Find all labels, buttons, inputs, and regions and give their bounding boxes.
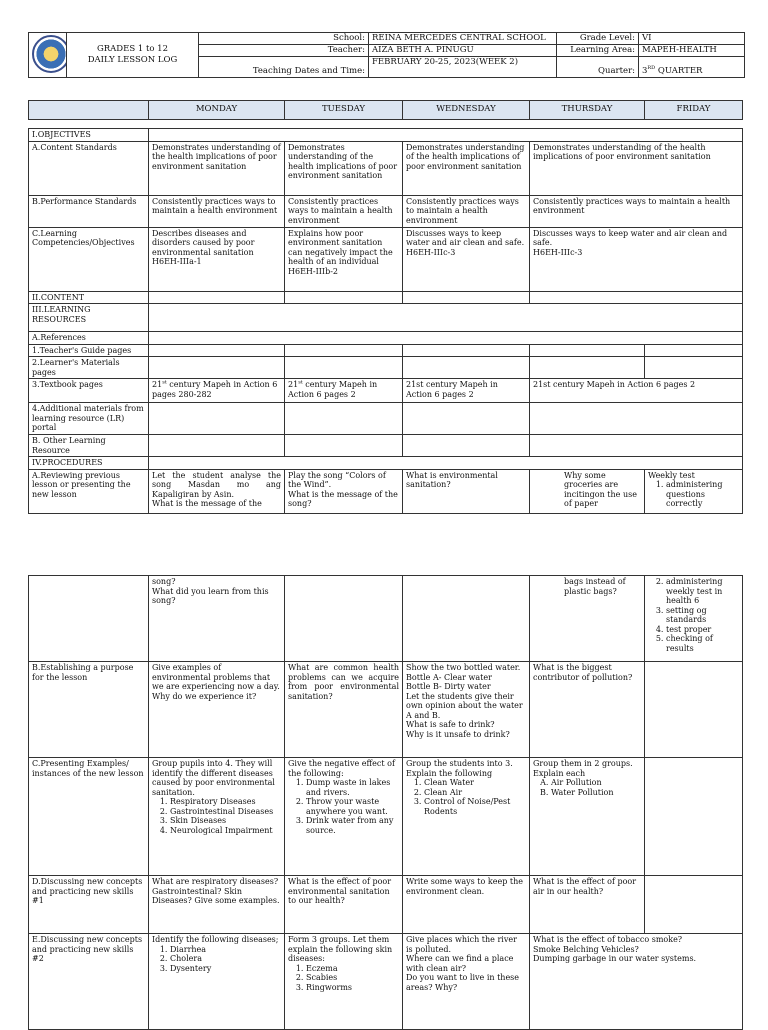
learning-resources-heading: III.LEARNING RESOURCES (29, 304, 149, 332)
blank (645, 344, 743, 357)
perf-wednesday: Consistently practices ways to maintain a health environment (403, 195, 530, 227)
lc-wednesday-code: H6EH-IIIc-3 (406, 247, 456, 257)
competencies-label: C.Learning Competencies/Objectives (29, 227, 149, 291)
lc-wednesday-text: Discusses ways to keep water and air clean and safe. (406, 228, 525, 247)
disc1-thursday: What is the effect of poor air in our health? (530, 876, 645, 934)
discussing-2-label: E.Discussing new concepts and practicing new skills #2 (29, 934, 149, 1030)
cont-monday (149, 576, 285, 662)
blank (149, 357, 285, 379)
present-thu-text: Group them in 2 groups. Explain each (533, 759, 633, 778)
blank (149, 332, 743, 345)
blank (530, 403, 743, 435)
disc2-thu-line: What is the effect of tobacco smoke? (533, 935, 683, 944)
review-fri-item: 1. administering questions correctly (666, 480, 739, 509)
review-friday (645, 469, 743, 513)
cont-mon-2: What did you learn from this song? (152, 586, 269, 605)
perf-tuesday: Consistently practices ways to maintain a health environment (285, 195, 403, 227)
present-wed-text2: Explain the following (406, 768, 493, 778)
disc2-mon-text: Identify the following diseases; (152, 935, 279, 944)
day-tuesday: TUESDAY (285, 101, 403, 120)
tb-thursday: 21st century Mapeh in Action 6 pages 2 (530, 379, 743, 403)
references-label: A.References (29, 332, 149, 345)
content-std-tuesday: Demonstrates understanding of the health implications of poor environment sanitation (285, 141, 403, 195)
disc2-wed-line: Where can we find a place with clean air? (406, 954, 514, 973)
blank (645, 876, 743, 934)
purpose-wed-line: Why is it unsafe to drink? (406, 729, 510, 739)
blank (149, 291, 285, 304)
quarter-word: QUARTER (655, 66, 703, 76)
present-tue-item: 3. Drink water from any source. (306, 816, 399, 835)
present-tuesday (285, 758, 403, 876)
deped-seal-icon (32, 35, 67, 73)
disc1-wednesday: Write some ways to keep the environment clean. (403, 876, 530, 934)
present-thu-item: B. Water Pollution (551, 788, 641, 798)
purpose-label: B.Establishing a purpose for the lesson (29, 662, 149, 758)
disc2-tue-item: 2. Scabies (306, 973, 399, 983)
title-line-1: GRADES 1 to 12 (96, 44, 169, 54)
present-wed-text: Group the students into 3. (406, 759, 513, 768)
review-tuesday (285, 469, 403, 513)
present-tue-item: 2. Throw your waste anywhere you want. (306, 797, 399, 816)
review-wednesday: What is environmental sanitation? (403, 469, 530, 513)
lc-monday-code: H6EH-IIIa-1 (152, 257, 202, 266)
cont-mon-1: song? (152, 577, 176, 586)
content-std-wednesday: Demonstrates understanding of the health implications of poor environment sanitation (403, 141, 530, 195)
blank (285, 344, 403, 357)
objectives-blank (149, 129, 743, 142)
review-mon-text: Let the student analyse the song Masdan mo ang Kapaligiran by Asin. (152, 470, 281, 499)
blank (403, 291, 530, 304)
title-line-2: DAILY LESSON LOG (87, 55, 178, 65)
lc-monday (149, 227, 285, 291)
tb-mon-text: century Mapeh in Action 6 pages 280-282 (152, 380, 278, 399)
other-resources-label: B. Other Learning Resource (29, 435, 149, 457)
present-wed-item: 2. Clean Air (424, 788, 526, 798)
school-seal (29, 33, 67, 78)
blank (285, 576, 403, 662)
grade-label: Grade Level: (557, 33, 639, 45)
purpose-wed-line: Show the two bottled water. (406, 663, 521, 672)
lc-tuesday-code: H6EH-IIIb-2 (288, 266, 338, 276)
tb-tue-sup: st (298, 379, 303, 386)
review-fri-title: Weekly test (648, 470, 695, 480)
fri-item: 2. administering weekly test in health 6 (666, 577, 739, 606)
school-label: School: (199, 33, 369, 45)
disc2-wed-line: Give places which the river is polluted. (406, 935, 517, 954)
blank (645, 357, 743, 379)
day-friday: FRIDAY (645, 101, 743, 120)
cont-thursday: bags instead of plastic bags? (530, 576, 645, 662)
blank (149, 435, 285, 457)
tb-tue-num: 21 (288, 380, 299, 389)
review-thursday: Why some groceries are incitingon the use of paper (530, 469, 645, 513)
present-tue-item: 1. Dump waste in lakes and rivers. (306, 778, 399, 797)
purpose-monday (149, 662, 285, 758)
disc2-thu-line: Smoke Belching Vehicles? (533, 944, 639, 954)
day-thursday: THURSDAY (530, 101, 645, 120)
perf-thursday: Consistently practices ways to maintain a health environment (530, 195, 743, 227)
disc2-tue-item: 1. Eczema (306, 964, 399, 974)
lesson-table-page1 (28, 128, 743, 514)
area-label: Learning Area: (557, 45, 639, 57)
fri-item: 5. checking of results (666, 634, 739, 653)
present-wed-item: 3. Control of Noise/Pest Rodents (424, 797, 526, 816)
additional-materials-label: 4.Additional materials from learning resource (LR) portal (29, 403, 149, 435)
quarter-value (639, 57, 745, 78)
present-mon-item: 3. Skin Diseases (170, 816, 281, 826)
school-value: REINA MERCEDES CENTRAL SCHOOL (369, 33, 557, 45)
quarter-label: Quarter: (557, 57, 639, 78)
review-tue-1: Play the song “Colors of the Wind”. (288, 470, 386, 489)
present-monday (149, 758, 285, 876)
review-mon-question: What is the message of the (152, 499, 262, 508)
purpose-mon-2: Why do we experience it? (152, 691, 257, 701)
blank (403, 403, 530, 435)
cont-friday (645, 576, 743, 662)
purpose-wed-line: What is safe to drink? (406, 720, 495, 729)
lc-monday-text: Describes diseases and disorders caused by poor environmental sanitation (152, 228, 255, 257)
tb-mon-num: 21 (152, 380, 163, 389)
disc2-thursday (530, 934, 743, 1030)
disc2-wed-line: Do you want to live in these areas? Why? (406, 973, 520, 992)
lc-tuesday (285, 227, 403, 291)
lc-tuesday-text: Explains how poor environment sanitation can negatively impact the health of an individual (288, 228, 393, 266)
purpose-wednesday (403, 662, 530, 758)
disc2-tuesday (285, 934, 403, 1030)
fri-item: 3. setting og standards (666, 606, 739, 625)
lc-thursday-code: H6EH-IIIc-3 (533, 247, 583, 257)
blank (403, 344, 530, 357)
tb-tuesday (285, 379, 403, 403)
present-wed-item: 1. Clean Water (424, 778, 526, 788)
tb-wednesday: 21st century Mapeh in Action 6 pages 2 (403, 379, 530, 403)
day-wednesday: WEDNESDAY (403, 101, 530, 120)
purpose-wed-line: Let the students give their own opinion about the water A and B. (406, 691, 523, 720)
lesson-table-page2 (28, 575, 743, 1030)
disc2-mon-item: 3. Dysentery (170, 964, 281, 974)
blank (645, 758, 743, 876)
blank (149, 403, 285, 435)
area-value: MAPEH-HEALTH (639, 45, 745, 57)
blank (403, 357, 530, 379)
blank (285, 403, 403, 435)
blank (403, 435, 530, 457)
present-mon-item: 1. Respiratory Diseases (170, 797, 281, 807)
quarter-suffix: RD (647, 65, 656, 72)
blank (285, 357, 403, 379)
day-monday: MONDAY (149, 101, 285, 120)
log-title (67, 33, 199, 78)
purpose-wed-line: Bottle B- Dirty water (406, 682, 491, 691)
lc-thursday-text: Discusses ways to keep water and air clean and safe. (533, 228, 728, 247)
purpose-mon-1: Give examples of environmental problems that we are experiencing now a day. (152, 663, 280, 691)
tb-monday (149, 379, 285, 403)
content-heading: II.CONTENT (29, 291, 149, 304)
disc1-monday: What are respiratory diseases? Gastrointestinal? Skin Diseases? Give some examples. (149, 876, 285, 934)
blank (530, 357, 645, 379)
disc2-tue-item: 3. Ringworms (306, 983, 399, 993)
blank (403, 576, 530, 662)
dates-value: FEBRUARY 20-25, 2023(WEEK 2) (369, 57, 557, 78)
perf-monday: Consistently practices ways to maintain a health environment (149, 195, 285, 227)
tb-mon-sup: st (162, 379, 167, 386)
presenting-label: C.Presenting Examples/ instances of the new lesson (29, 758, 149, 876)
present-thu-item: A. Air Pollution (551, 778, 641, 788)
discussing-1-label: D.Discussing new concepts and practicing new skills #1 (29, 876, 149, 934)
blank (530, 344, 645, 357)
blank (149, 304, 743, 332)
days-header (28, 100, 743, 120)
textbook-label: 3.Textbook pages (29, 379, 149, 403)
blank (149, 344, 285, 357)
review-monday (149, 469, 285, 513)
days-blank (29, 101, 149, 120)
learners-materials-label: 2.Learner's Materials pages (29, 357, 149, 379)
tb-tue-text: century Mapeh in Action 6 pages 2 (288, 380, 378, 399)
present-tue-text: Give the negative effect of the following: (288, 759, 395, 778)
blank (285, 291, 403, 304)
purpose-wed-line: Bottle A- Clear water (406, 672, 492, 682)
objectives-heading: I.OBJECTIVES (29, 129, 149, 142)
present-mon-item: 4. Neurological Impairment (170, 826, 281, 836)
blank (285, 435, 403, 457)
blank (530, 291, 743, 304)
reviewing-label: A.Reviewing previous lesson or presenting the new lesson (29, 469, 149, 513)
disc2-thu-line: Dumping garbage in our water systems. (533, 954, 697, 963)
quarter-number: 3 (642, 66, 648, 76)
teacher-label: Teacher: (199, 45, 369, 57)
header-table (28, 32, 745, 78)
teachers-guide-label: 1.Teacher's Guide pages (29, 344, 149, 357)
content-std-monday: Demonstrates understanding of the health implications of poor environment sanitation (149, 141, 285, 195)
purpose-thursday: What is the biggest contributor of pollution? (530, 662, 645, 758)
content-standards-label: A.Content Standards (29, 141, 149, 195)
disc2-tue-text: Form 3 groups. Let them explain the following skin diseases: (288, 935, 393, 963)
grade-value: VI (639, 33, 745, 45)
teacher-value: AIZA BETH A. PINUGU (369, 45, 557, 57)
blank (29, 576, 149, 662)
fri-item: 4. test proper (666, 625, 739, 635)
content-std-thursday: Demonstrates understanding of the health implications of poor environment sanitation (530, 141, 743, 195)
procedures-heading: IV.PROCEDURES (29, 457, 149, 470)
present-thursday (530, 758, 645, 876)
disc2-mon-item: 1. Diarrhea (170, 945, 281, 955)
present-wednesday (403, 758, 530, 876)
blank (645, 662, 743, 758)
performance-standards-label: B.Performance Standards (29, 195, 149, 227)
present-mon-item: 2. Gastrointestinal Diseases (170, 807, 281, 817)
blank (149, 457, 743, 470)
present-mon-text: Group pupils into 4. They will identify the different diseases caused by poor environmental sanitation. (152, 759, 275, 797)
review-tue-2: What is the message of the song? (288, 489, 398, 508)
disc2-wednesday (403, 934, 530, 1030)
disc2-mon-item: 2. Cholera (170, 954, 281, 964)
lc-wednesday (403, 227, 530, 291)
lc-thursday (530, 227, 743, 291)
disc2-monday (149, 934, 285, 1030)
disc1-tuesday: What is the effect of poor environmental sanitation to our health? (285, 876, 403, 934)
purpose-tuesday: What are common health problems can we acquire from poor environmental sanitation? (285, 662, 403, 758)
blank (530, 435, 743, 457)
dates-label: Teaching Dates and Time: (199, 57, 369, 78)
